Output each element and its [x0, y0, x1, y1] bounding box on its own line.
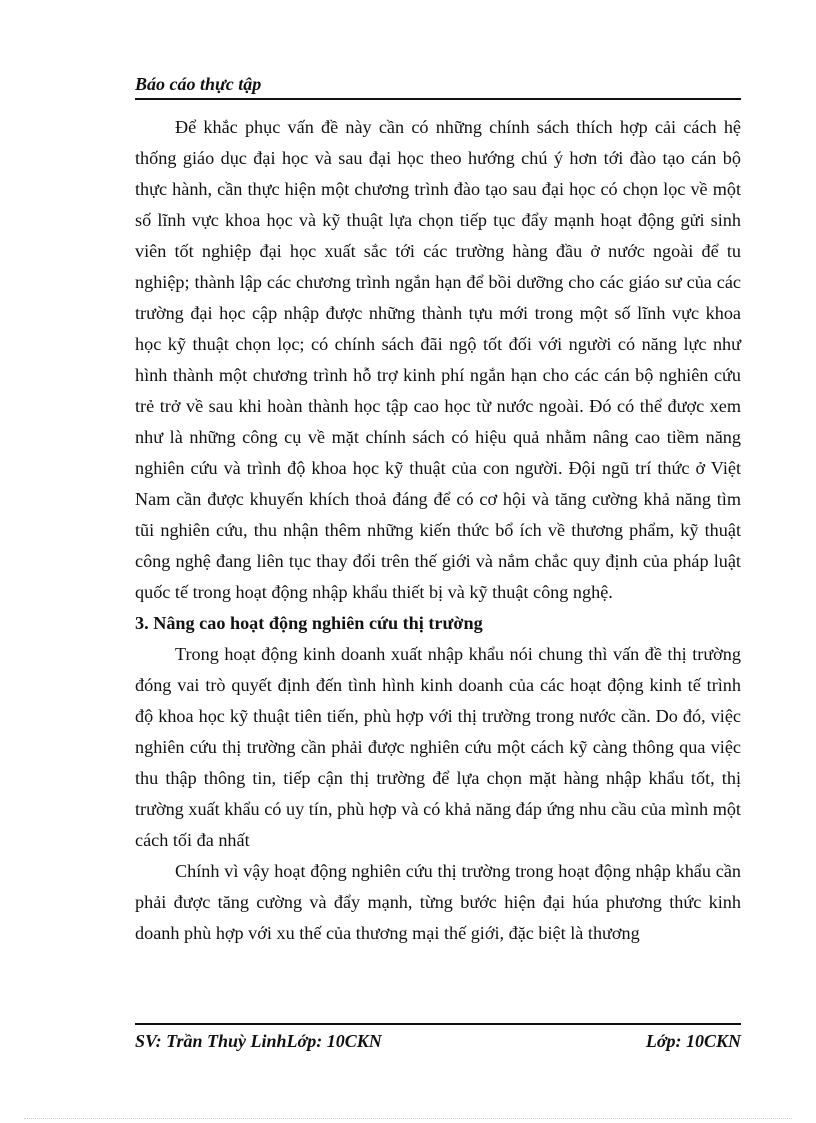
page-header [135, 72, 741, 100]
section-heading: 3. Nâng cao hoạt động nghiên cứu thị trường [135, 613, 483, 633]
document-body [135, 112, 741, 949]
footer-class: Lớp: 10CKN [645, 1031, 741, 1051]
footer-student-info: SV: Trần Thuỳ LinhLớp: 10CKN [135, 1031, 382, 1051]
paragraph-market-research: Trong hoạt động kinh doanh xuất nhập khẩu nói chung thì vấn đề thị trường đóng vai trò quyết định đến tình hình kinh doanh của các hoạt động kinh tế trình độ khoa học kỹ thuật tiên tiến, phù hợp với thị trường trong nước cần. Do đó, việc nghiên cứu thị trường cần phải được nghiên cứu một cách kỹ càng thông qua việc thu thập thông tin, tiếp cận thị trường để lựa chọn mặt hàng nhập khẩu tốt, thị trường xuất khẩu có uy tín, phù hợp và có khả năng đáp ứng nhu cầu của mình một cách tối đa nhất [135, 644, 741, 850]
paragraph-policy: Để khắc phục vấn đề này cần có những chính sách thích hợp cải cách hệ thống giáo dục đại học và sau đại học theo hướng chú ý hơn tới đào tạo cán bộ thực hành, cần thực hiện một chương trình đào tạo sau đại học có chọn lọc về một số lĩnh vực khoa học và kỹ thuật lựa chọn tiếp tục đẩy mạnh hoạt động gửi sinh viên tốt nghiệp đại học xuất sắc tới các trường hàng đầu ở nước ngoài để tu nghiệp; thành lập các chương trình ngắn hạn để bồi dưỡng cho các giáo sư của các trường đại học cập nhập được những thành tựu mới trong một số lĩnh vực khoa học kỹ thuật chọn lọc; có chính sách đãi ngộ tốt đối với người có năng lực như hình thành một chương trình hỗ trợ kinh phí ngắn hạn cho các cán bộ nghiên cứu trẻ trở về sau khi hoàn thành học tập cao học từ nước ngoài. Đó có thể được xem như là những công cụ về mặt chính sách có hiệu quả nhằm nâng cao tiềm năng nghiên cứu và trình độ khoa học kỹ thuật của con người. Đội ngũ trí thức ở Việt Nam cần được khuyến khích thoả đáng để có cơ hội và tăng cường khả năng tìm tũi nghiên cứu, thu nhận thêm những kiến thức bổ ích về thương phẩm, kỹ thuật công nghệ đang liên tục thay đổi trên thế giới và nắm chắc quy định của pháp luật quốc tế trong hoạt động nhập khẩu thiết bị và kỹ thuật công nghệ. [135, 117, 741, 602]
header-title: Báo cáo thực tập [135, 74, 262, 94]
page-footer [135, 1023, 741, 1055]
page-boundary [24, 1118, 792, 1119]
paragraph-conclusion: Chính vì vậy hoạt động nghiên cứu thị trường trong hoạt động nhập khẩu cần phải được tăng cường và đẩy mạnh, từng bước hiện đại húa phương thức kinh doanh phù hợp với xu thế của thương mại thế giới, đặc biệt là thương [135, 861, 741, 943]
